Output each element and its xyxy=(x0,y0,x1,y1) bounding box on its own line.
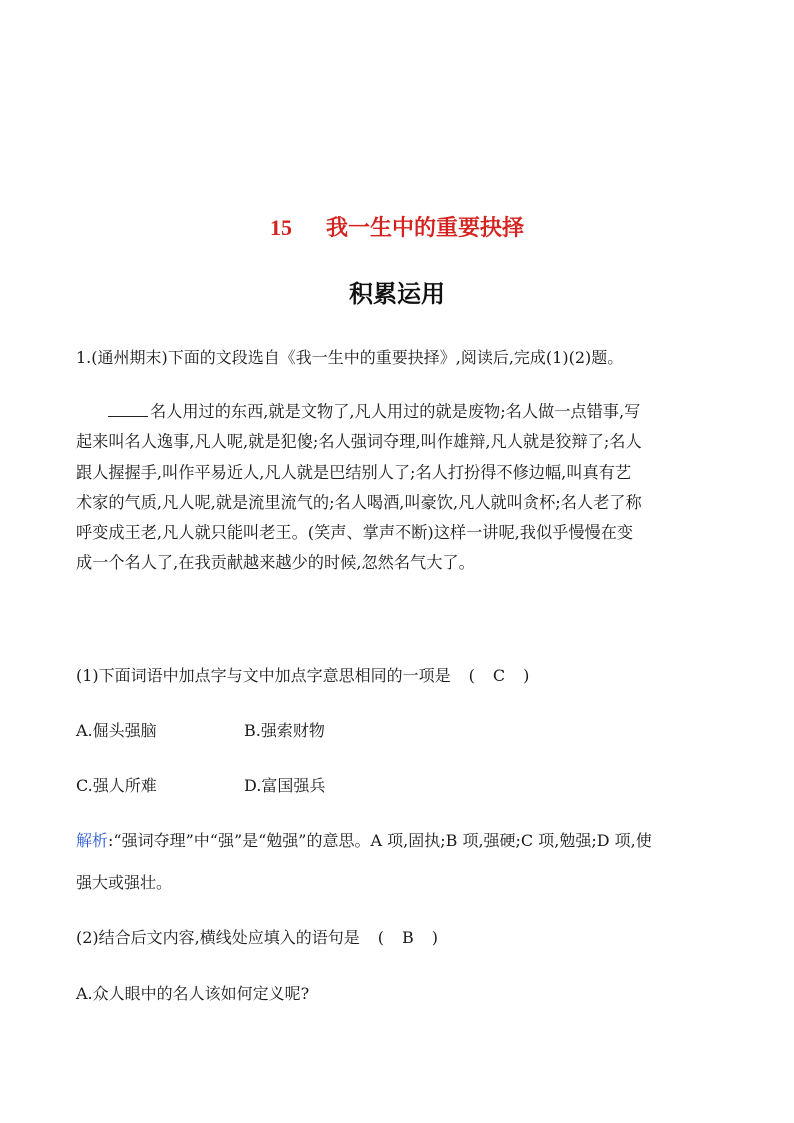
passage xyxy=(76,397,720,579)
options-row-2 xyxy=(76,771,720,801)
lesson-title xyxy=(0,212,794,244)
passage-line-6: 成一个名人了,在我贡献越来越少的时候,忽然名气大了。 xyxy=(76,553,475,573)
lesson-number: 15 xyxy=(269,215,292,240)
options-row-1 xyxy=(76,716,720,746)
lesson-title-text: 我一生中的重要抉择 xyxy=(325,215,524,241)
option-a: A.倔头强脑 xyxy=(76,721,157,740)
sub-question-2 xyxy=(76,923,720,953)
section-title: 积累运用 xyxy=(349,279,445,308)
passage-line-1: 名人用过的东西,就是文物了,凡人用过的就是废物;名人做一点错事,写 xyxy=(76,397,720,427)
passage-line-5: 呼变成王老,凡人就只能叫老王。(笑声、掌声不断)这样一讲呢,我似乎慢慢在变 xyxy=(76,523,634,543)
option-c: C.强人所难 xyxy=(76,776,157,795)
passage-line-2: 起来叫名人逸事,凡人呢,就是犯傻;名人强词夺理,叫作雄辩,凡人就是狡辩了;名人 xyxy=(76,432,642,452)
fill-blank xyxy=(108,400,148,417)
answer-bracket-2: ( B ) xyxy=(378,923,438,953)
answer-1: C xyxy=(492,666,506,685)
analysis-line-2: 强大或强壮。 xyxy=(76,873,173,892)
answer-2: B xyxy=(402,928,414,947)
analysis-text-1: :“强词夺理”中“强”是“勉强”的意思。A 项,固执;B 项,强硬;C 项,勉强;D 项,使 xyxy=(108,831,652,850)
answer-bracket-1: ( C ) xyxy=(469,661,530,691)
analysis-label: 解析 xyxy=(76,831,109,850)
question-1-stem: 1.(通州期末)下面的文段选自《我一生中的重要抉择》,阅读后,完成(1)(2)题。 xyxy=(76,348,624,367)
analysis xyxy=(76,826,720,856)
sub-question-1-stem: (1)下面词语中加点字与文中加点字意思相同的一项是 xyxy=(76,666,451,685)
passage-line-4: 术家的气质,凡人呢,就是流里流气的;名人喝酒,叫豪饮,凡人就叫贪杯;名人老了称 xyxy=(76,492,642,512)
sub-2-option-a: A.众人眼中的名人该如何定义呢? xyxy=(76,984,310,1003)
option-b: B.强索财物 xyxy=(244,721,325,740)
option-d: D.富国强兵 xyxy=(244,776,326,795)
passage-line-3: 跟人握握手,叫作平易近人,凡人就是巴结别人了;名人打扮得不修边幅,叫真有艺 xyxy=(76,462,632,482)
sub-question-2-stem: (2)结合后文内容,横线处应填入的语句是 xyxy=(76,928,360,947)
sub-question-1 xyxy=(76,661,720,691)
